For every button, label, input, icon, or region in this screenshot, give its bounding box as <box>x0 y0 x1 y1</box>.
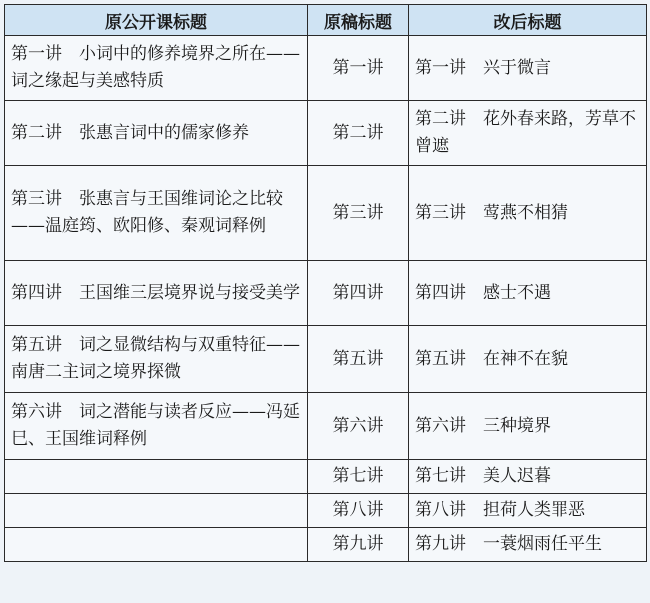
revised-title-cell: 第五讲 在神不在貌 <box>409 326 647 393</box>
table-header-row <box>5 5 647 36</box>
manuscript-title-cell: 第八讲 <box>308 494 409 528</box>
table-row <box>5 326 647 393</box>
revised-title-cell: 第二讲 花外春来路，芳草不曾遮 <box>409 101 647 166</box>
table-row <box>5 460 647 494</box>
title-comparison-table <box>4 4 647 562</box>
original-title-cell: 第四讲 王国维三层境界说与接受美学 <box>5 261 308 326</box>
header-manuscript-title: 原稿标题 <box>308 5 409 36</box>
manuscript-title-cell: 第五讲 <box>308 326 409 393</box>
revised-title-cell: 第九讲 一蓑烟雨任平生 <box>409 528 647 562</box>
table-row <box>5 36 647 101</box>
table-row <box>5 166 647 261</box>
table-row <box>5 393 647 460</box>
manuscript-title-cell: 第六讲 <box>308 393 409 460</box>
revised-title-cell: 第一讲 兴于微言 <box>409 36 647 101</box>
manuscript-title-cell: 第二讲 <box>308 101 409 166</box>
header-revised-title: 改后标题 <box>409 5 647 36</box>
original-title-cell: 第二讲 张惠言词中的儒家修养 <box>5 101 308 166</box>
manuscript-title-cell: 第七讲 <box>308 460 409 494</box>
revised-title-cell: 第七讲 美人迟暮 <box>409 460 647 494</box>
manuscript-title-cell: 第四讲 <box>308 261 409 326</box>
manuscript-title-cell: 第三讲 <box>308 166 409 261</box>
revised-title-cell: 第三讲 莺燕不相猜 <box>409 166 647 261</box>
original-title-cell <box>5 494 308 528</box>
revised-title-cell: 第六讲 三种境界 <box>409 393 647 460</box>
original-title-cell: 第五讲 词之显微结构与双重特征——南唐二主词之境界探微 <box>5 326 308 393</box>
original-title-cell <box>5 460 308 494</box>
original-title-cell: 第六讲 词之潜能与读者反应——冯延巳、王国维词释例 <box>5 393 308 460</box>
table-row <box>5 261 647 326</box>
revised-title-cell: 第四讲 感士不遇 <box>409 261 647 326</box>
header-original-public-title: 原公开课标题 <box>5 5 308 36</box>
table-row <box>5 101 647 166</box>
original-title-cell: 第一讲 小词中的修养境界之所在——词之缘起与美感特质 <box>5 36 308 101</box>
manuscript-title-cell: 第一讲 <box>308 36 409 101</box>
original-title-cell <box>5 528 308 562</box>
table-row <box>5 528 647 562</box>
table-row <box>5 494 647 528</box>
original-title-cell: 第三讲 张惠言与王国维词论之比较——温庭筠、欧阳修、秦观词释例 <box>5 166 308 261</box>
manuscript-title-cell: 第九讲 <box>308 528 409 562</box>
revised-title-cell: 第八讲 担荷人类罪恶 <box>409 494 647 528</box>
